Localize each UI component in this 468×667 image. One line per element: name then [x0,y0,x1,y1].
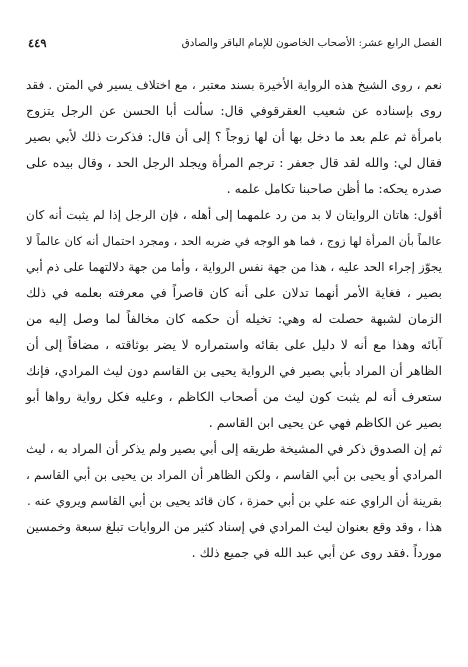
text-line: ثم إن الصدوق ذكر في المشيخة طريقه إلى أبي بصير ولم يذكر أن المراد به ، ليث [26,441,442,456]
text-line: الظاهر أن المراد بأبي بصير في الرواية يحيى بن القاسم دون ليث المرادي، فإنك [26,363,442,378]
text-line: فقال لي: والله لقد قال جعفر : ترجم المرأة ويجلد الرجل الحد ، وقال بيده على [26,155,442,170]
text-line: نعم ، روى الشيخ هذه الرواية الأخيرة بسند معتبر ، مع اختلاف يسير في المتن . فقد [26,78,442,92]
text-line: أقول: هاتان الروايتان لا بد من رد علمهما إلى أهله ، فإن الرجل إذا لم يثبت أنه كان [26,208,442,222]
text-line: الزمان لشبهة حصلت له وهي: تخيله أن حكمه كان مخالفاً لما وصل إليه من [26,311,442,326]
text-line: بقرينة أن الراوي عنه علي بن أبي حمزة ، كان قائد يحيى بن أبي القاسم ويروي عنه . [27,494,442,508]
text-line: روى بإسناده عن شعيب العقرقوفي قال: سألت أبا الحسن عن الرجل يتزوج [26,103,442,118]
running-header [26,34,442,52]
body-text [26,72,442,566]
text-line: آبائه وهذا مع أنه لا دليل على بقائه واستمراره لا يضر بوثاقته ، مضافاً إلى أن [26,337,442,352]
text-line: صدره يحكه: ما أظن صاحبنا تكامل علمه . [226,181,442,196]
page-number: ٤٤٩ [28,36,47,50]
text-line: بامرأة ثم علم بعد ما دخل بها أن لها زوجاً ؟ إلى أن قال: فذكرت ذلك لأبي بصير [26,129,442,144]
text-line: بصير ، فغاية الأمر أنهما تدلان على أنه كان قاصراً في معرفته بعلمه في ذلك [26,285,442,300]
text-line: هذا ، وقد وقع بعنوان ليث المرادي في إسناد كثير من الروايات تبلغ سبعة وخمسين [26,519,442,534]
text-line: بصير عن الكاظم فهي عن يحيى ابن القاسم . [208,415,442,430]
text-line: ستعرف أنه لم يثبت كون ليث من أصحاب الكاظم ، وعليه فكل رواية رواها أبو [26,389,442,404]
text-line: عالماً بأن المرأة لها زوج ، فما هو الوجه في ضربه الحد ، ومجرد احتمال أنه كان عالماً لا [26,234,442,248]
text-line: مورداً .فقد روى عن أبي عبد الله في جميع ذلك . [191,545,442,560]
chapter-title: الفصل الرابع عشر: الأصحاب الخاصون للإمام الباقر والصادق [181,37,442,49]
text-line: المرادي أو يحيى بن أبي القاسم ، ولكن الظاهر أن المراد بن يحيى بن أبي القاسم ، [26,468,442,482]
text-line: يجوّز إجراء الحد عليه ، هذا من جهة نفس الرواية ، وأما من جهة دلالتهما على ذم أبي [26,260,442,274]
